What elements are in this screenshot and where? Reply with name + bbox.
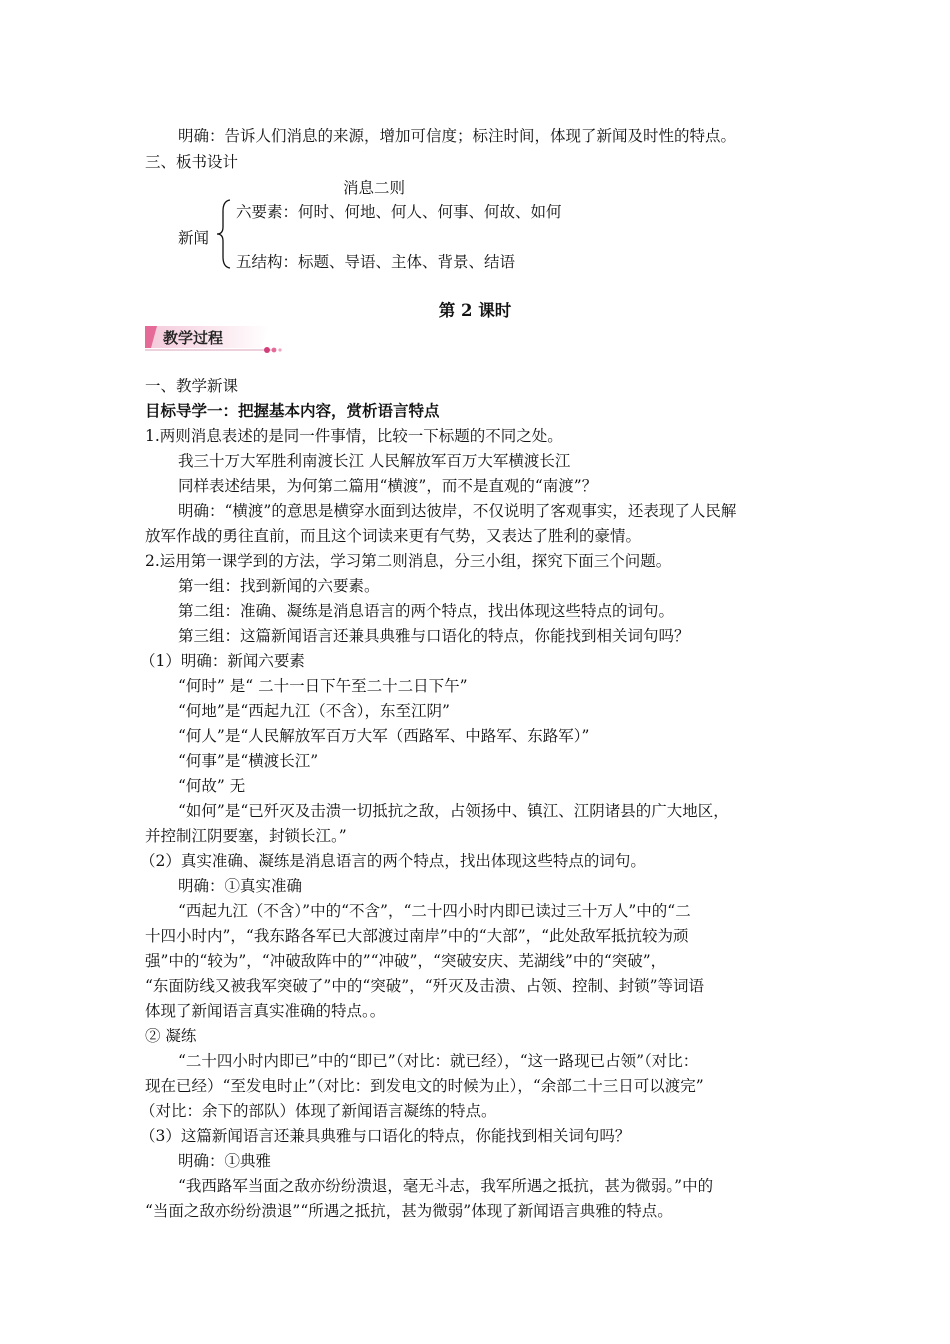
elegant-para-line: “我西路军当面之敌亦纷纷溃退，毫无斗志，我军所遇之抵抗，甚为微弱。”中的 [178, 1177, 714, 1195]
concise-heading: ② 凝练 [145, 1027, 197, 1045]
group-2-task: 第二组：准确、凝练是消息语言的两个特点，找出体现这些特点的词句。 [178, 602, 675, 620]
board-title: 消息二则 [343, 179, 406, 197]
accuracy-para-line: “东面防线又被我军突破了”中的“突破”，“歼灭及击溃、占领、控制、封锁”等词语 [145, 977, 705, 995]
element-how: “如何”是“已歼灭及击溃一切抵抗之敌，占领扬中、镇江、江阴诸县的广大地区， [178, 802, 729, 820]
question-1b: 同样表述结果，为何第二篇用“横渡”，而不是直观的“南渡”？ [178, 477, 598, 495]
element-why: “何故” 无 [178, 777, 246, 795]
lesson-title: 第 2 课时 [438, 301, 512, 320]
concise-para-line: “二十四小时内即已”中的“即已”（对比：就已经），“这一路现已占领”（对比： [178, 1052, 699, 1070]
concise-para-line: （对比：余下的部队）体现了新闻语言凝练的特点。 [140, 1102, 497, 1120]
element-who: “何人”是“人民解放军百万大军（西路军、中路军、东路军）” [178, 727, 590, 745]
answer-1: 明确：“横渡”的意思是横穿水面到达彼岸，不仅说明了客观事实，还表现了人民解 [178, 502, 737, 520]
point-3: （3）这篇新闻语言还兼具典雅与口语化的特点，你能找到相关词句吗？ [140, 1127, 631, 1145]
section-banner [143, 322, 283, 356]
elegant-para-line: “当面之敌亦纷纷溃退”“所遇之抵抗，甚为微弱”体现了新闻语言典雅的特点。 [145, 1202, 673, 1220]
subsection-heading: 一、教学新课 [145, 377, 239, 395]
board-root: 新闻 [178, 229, 210, 247]
board-branch-elements: 六要素：何时、何地、何人、何事、何故、如何 [236, 203, 562, 221]
element-how-cont: 并控制江阴要塞，封锁长江。” [145, 827, 347, 845]
section-heading: 三、板书设计 [145, 153, 239, 171]
accuracy-para-line: “西起九江（不含）”中的“不含”，“二十四小时内即已读过三十万人”中的“二 [178, 902, 691, 920]
section-banner-label: 教学过程 [163, 329, 224, 347]
element-when: “何时” 是“ 二十一日下午至二十二日下午” [178, 677, 468, 695]
point-3-answer: 明确：①典雅 [178, 1152, 272, 1170]
accuracy-para-line: 十四小时内”，“我东路各军已大部渡过南岸”中的“大部”，“此处敌军抵抗较为顽 [145, 927, 689, 945]
point-1: （1）明确：新闻六要素 [140, 652, 305, 670]
concise-para-line: 现在已经）“至发电时止”（对比：到发电文的时候为止），“余部二十三日可以渡完” [145, 1077, 704, 1095]
group-1-task: 第一组：找到新闻的六要素。 [178, 577, 380, 595]
clarify-line: 明确：告诉人们消息的来源，增加可信度；标注时间，体现了新闻及时性的特点。 [178, 127, 737, 145]
board-branch-structure: 五结构：标题、导语、主体、背景、结语 [236, 253, 516, 271]
accuracy-para-line: 强”中的“较为”，“冲破敌阵中的”“冲破”，“突破安庆、芜湖线”中的“突破”， [145, 952, 667, 970]
question-1: 1.两则消息表述的是同一件事情，比较一下标题的不同之处。 [145, 427, 563, 445]
element-where: “何地”是“西起九江（不含），东至江阴” [178, 702, 450, 720]
point-2: （2）真实准确、凝练是消息语言的两个特点，找出体现这些特点的词句。 [140, 852, 646, 870]
element-what: “何事”是“横渡长江” [178, 752, 319, 770]
brace-icon [216, 199, 232, 269]
goal-heading: 目标导学一：把握基本内容，赏析语言特点 [145, 401, 440, 420]
group-3-task: 第三组：这篇新闻语言还兼具典雅与口语化的特点，你能找到相关词句吗？ [178, 627, 690, 645]
answer-1-cont: 放军作战的勇往直前，而且这个词读来更有气势，又表达了胜利的豪情。 [145, 527, 642, 545]
question-2: 2.运用第一课学到的方法，学习第二则消息，分三小组，探究下面三个问题。 [145, 552, 672, 570]
compared-titles: 我三十万大军胜利南渡长江 人民解放军百万大军横渡长江 [178, 452, 571, 470]
accuracy-para-line: 体现了新闻语言真实准确的特点。。 [145, 1002, 386, 1020]
point-2-answer: 明确：①真实准确 [178, 877, 303, 895]
